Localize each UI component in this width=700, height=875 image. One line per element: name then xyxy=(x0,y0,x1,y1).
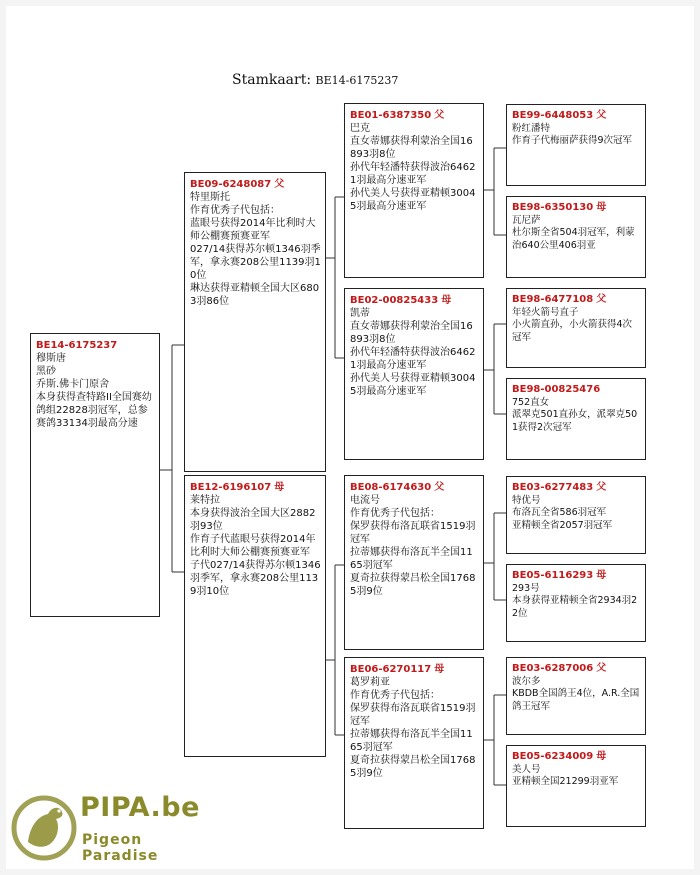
dd-ring: BE06-6270117 母 xyxy=(350,664,445,675)
sss-ring: BE99-6448053 父 xyxy=(512,110,607,121)
dam-info-3: 子代027/14获得苏尔顿1346羽季军，拿永赛208公里1139羽10位 xyxy=(190,560,321,597)
sd-ring: BE02-00825433 母 xyxy=(350,295,452,306)
ss-sex: 父 xyxy=(434,110,445,121)
subject-color: 黑砂 xyxy=(36,366,56,377)
ddd-info-1: 亚精顿全国21299羽亚军 xyxy=(512,776,619,787)
dam-sex: 母 xyxy=(274,482,285,493)
dds-sex: 父 xyxy=(596,663,607,674)
sds-sex: 父 xyxy=(596,294,607,305)
pedigree-box-subject xyxy=(30,333,160,617)
dds-name: 波尔多 xyxy=(512,675,541,687)
sss-name: 粉红潘特 xyxy=(512,122,551,134)
sire-info-4: 琳达获得亚精顿全国大区6803羽86位 xyxy=(190,283,320,307)
sire-info-3: 027/14获得苏尔顿1346羽季军，拿永赛208公里1139羽10位 xyxy=(190,244,321,281)
dam-ring: BE12-6196107 母 xyxy=(190,482,285,493)
sire-info-2: 蓝眼号获得2014年比利时大师公棚赛预赛亚军 xyxy=(190,218,316,242)
dam-info-2: 作育子代蓝眼号获得2014年比利时大师公棚赛预赛亚军 xyxy=(190,534,316,558)
ssd-name: 瓦尼萨 xyxy=(512,214,541,226)
sdd-ring: BE98-00825476 xyxy=(512,384,601,395)
pedigree-box-sdd xyxy=(506,378,646,460)
dsd-sex: 母 xyxy=(596,570,607,581)
dam-info-1: 本身获得波治全国大区2882羽93位 xyxy=(190,508,316,532)
pedigree-box-dss xyxy=(506,476,646,554)
ds-info-2: 保罗获得布洛瓦联省1519羽冠军 xyxy=(350,521,476,545)
ssd-info-1: 杜尔斯全省504羽冠军，利蒙治640公里406羽亚 xyxy=(512,227,635,251)
dss-ring: BE03-6277483 父 xyxy=(512,482,607,493)
ddd-sex: 母 xyxy=(596,751,607,762)
dds-ring: BE03-6287006 父 xyxy=(512,663,607,674)
ds-info-4: 夏奇拉获得蒙吕松全国17685羽9位 xyxy=(350,573,476,597)
dss-info-2: 亚精顿全省2057羽冠军 xyxy=(512,519,613,531)
sire-ring: BE09-6248087 父 xyxy=(190,179,285,190)
sds-name: 年轻火箭号直子 xyxy=(512,306,579,318)
pedigree-box-sds xyxy=(506,288,646,368)
dds-info-1: KBDB全国鸽王4位，A.R.全国鸽王冠军 xyxy=(512,688,640,712)
dam-name: 莱特拉 xyxy=(190,495,220,506)
sd-info-2: 孙代年轻潘特获得波治64621羽最高分速亚军 xyxy=(350,347,476,371)
sdd-info-1: 派翠克501直孙女，派翠克501获得2次冠军 xyxy=(512,409,638,433)
ss-ring: BE01-6387350 父 xyxy=(350,110,445,121)
ss-info-1: 直女蒂娜获得利蒙治全国16893羽8位 xyxy=(350,136,473,160)
ss-info-2: 孙代年轻潘特获得波治64621羽最高分速亚军 xyxy=(350,162,476,186)
sire-name: 特里斯托 xyxy=(190,192,230,203)
title-ring: BE14-6175237 xyxy=(315,74,399,87)
ssd-ring: BE98-6350130 母 xyxy=(512,202,607,213)
sds-info-1: 小火箭直孙，小火箭获得4次冠军 xyxy=(512,319,633,343)
logo-name: PIPA.be xyxy=(80,792,200,823)
ds-sex: 父 xyxy=(434,482,445,493)
sss-sex: 父 xyxy=(596,110,607,121)
dd-info-4: 夏奇拉获得蒙吕松全国17685羽9位 xyxy=(350,755,476,779)
pedigree-box-ss xyxy=(344,103,484,278)
pedigree-box-ssd xyxy=(506,196,646,278)
sdd-name: 752直女 xyxy=(512,396,550,408)
ds-info-3: 拉蒂娜获得布洛瓦半全国1165羽冠军 xyxy=(350,547,473,571)
sds-ring: BE98-6477108 父 xyxy=(512,294,607,305)
pigeon-icon xyxy=(10,786,80,866)
subject-name: 穆斯唐 xyxy=(36,353,66,364)
dd-info-1: 作育优秀子代包括： xyxy=(350,690,440,701)
ds-name: 电流号 xyxy=(350,495,380,506)
sd-name: 凯蒂 xyxy=(350,308,370,319)
pedigree-box-ds xyxy=(344,475,484,650)
dsd-ring: BE05-6116293 母 xyxy=(512,570,607,581)
ddd-name: 美人号 xyxy=(512,763,541,775)
dd-info-3: 拉蒂娜获得布洛瓦半全国1165羽冠军 xyxy=(350,729,473,753)
subject-ring: BE14-6175237 xyxy=(36,340,118,351)
subject-result: 本身获得查特路II全国赛幼鸽组22828羽冠军，总参赛鸽33134羽最高分速 xyxy=(36,392,152,429)
ssd-sex: 母 xyxy=(596,202,607,213)
subject-loft: 乔斯.佛卡门原舍 xyxy=(36,379,110,390)
pedigree-box-sire xyxy=(184,172,326,472)
dd-name: 葛罗莉亚 xyxy=(350,677,390,688)
ss-name: 巴克 xyxy=(350,123,370,134)
ddd-ring: BE05-6234009 母 xyxy=(512,751,607,762)
dss-info-1: 布洛瓦全省586羽冠军 xyxy=(512,507,607,518)
sire-info-1: 作育优秀子代包括： xyxy=(190,205,280,216)
pedigree-box-dsd xyxy=(506,564,646,642)
dsd-info-1: 本身获得亚精顿全省2934羽22位 xyxy=(512,595,638,619)
dss-name: 特优号 xyxy=(512,494,541,506)
pedigree-box-dd xyxy=(344,657,484,829)
pedigree-box-dds xyxy=(506,657,646,735)
pedigree-box-ddd xyxy=(506,745,646,827)
logo-tagline: Pigeon Paradise xyxy=(82,832,159,864)
ss-info-3: 孙代美人号获得亚精顿30045羽最高分速亚军 xyxy=(350,188,476,212)
pedigree-box-sss xyxy=(506,104,646,186)
sd-info-3: 孙代美人号获得亚精顿30045羽最高分速亚军 xyxy=(350,373,476,397)
pipa-logo xyxy=(10,786,210,868)
dsd-name: 293号 xyxy=(512,582,540,594)
title-label: Stamkaart: xyxy=(232,72,312,88)
sss-info-1: 作育子代梅丽萨获得9次冠军 xyxy=(512,135,633,146)
sire-sex: 父 xyxy=(274,179,285,190)
pedigree-box-sd xyxy=(344,288,484,460)
dd-info-2: 保罗获得布洛瓦联省1519羽冠军 xyxy=(350,703,476,727)
ds-ring: BE08-6174630 父 xyxy=(350,482,445,493)
ds-info-1: 作育优秀子代包括： xyxy=(350,508,440,519)
dss-sex: 父 xyxy=(596,482,607,493)
sd-info-1: 直女蒂娜获得利蒙治全国16893羽8位 xyxy=(350,321,473,345)
dd-sex: 母 xyxy=(434,664,445,675)
sd-sex: 母 xyxy=(441,295,452,306)
pedigree-box-dam xyxy=(184,475,326,757)
